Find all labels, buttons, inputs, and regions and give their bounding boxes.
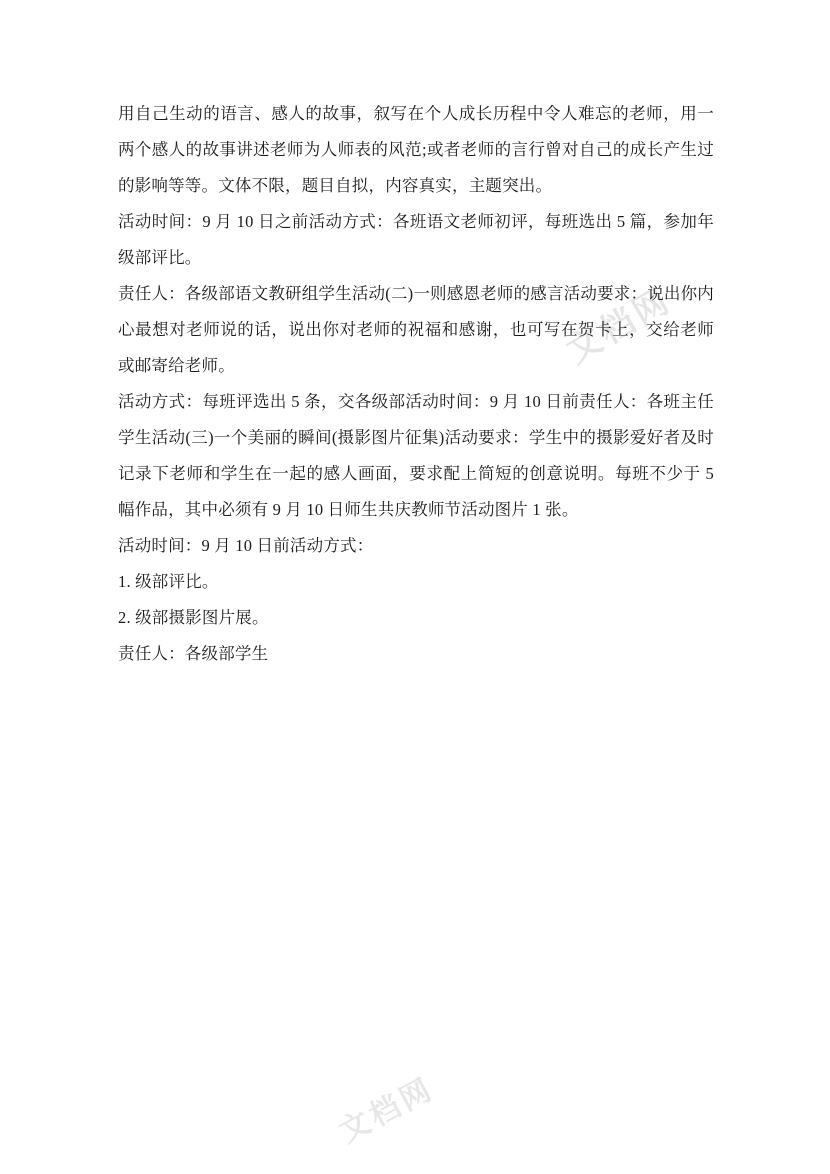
paragraph-5: 活动时间：9 月 10 日前活动方式： (118, 536, 374, 555)
paragraph-2: 活动时间：9 月 10 日之前活动方式：各班语文老师初评，每班选出 5 篇，参加年级部评比。 (118, 212, 714, 267)
watermark-top: 文档网 (560, 280, 679, 371)
paragraph-1: 用自己生动的语言、感人的故事，叙写在个人成长历程中令人难忘的老师，用一两个感人的故事讲述老师为人师表的风范;或者老师的言行曾对自己的成长产生过的影响等等。文体不限，题目自拟，内容真实，主题突出。 (118, 104, 714, 195)
paragraph-7: 2. 级部摄影图片展。 (118, 608, 269, 627)
paragraph-3: 责任人：各级部语文教研组学生活动(二)一则感恩老师的感言活动要求：说出你内心最想对老师说的话，说出你对老师的祝福和感谢，也可写在贺卡上，交给老师或邮寄给老师。 (118, 284, 714, 375)
paragraph-6: 1. 级部评比。 (118, 572, 219, 591)
document-text-body (118, 96, 714, 672)
paragraph-4: 活动方式：每班评选出 5 条，交各级部活动时间：9 月 10 日前责任人：各班主任学生活动(三)一个美丽的瞬间(摄影图片征集)活动要求：学生中的摄影爱好者及时记录下老师和学生在一起的感人画面，要求配上简短的创意说明。每班不少于 5 幅作品，其中必须有 9 月 10 日师生共庆教师节活动图片 1 张。 (118, 392, 714, 519)
paragraph-8: 责任人：各级部学生 (118, 644, 269, 663)
watermark-bottom: 文档网 (334, 1072, 440, 1150)
